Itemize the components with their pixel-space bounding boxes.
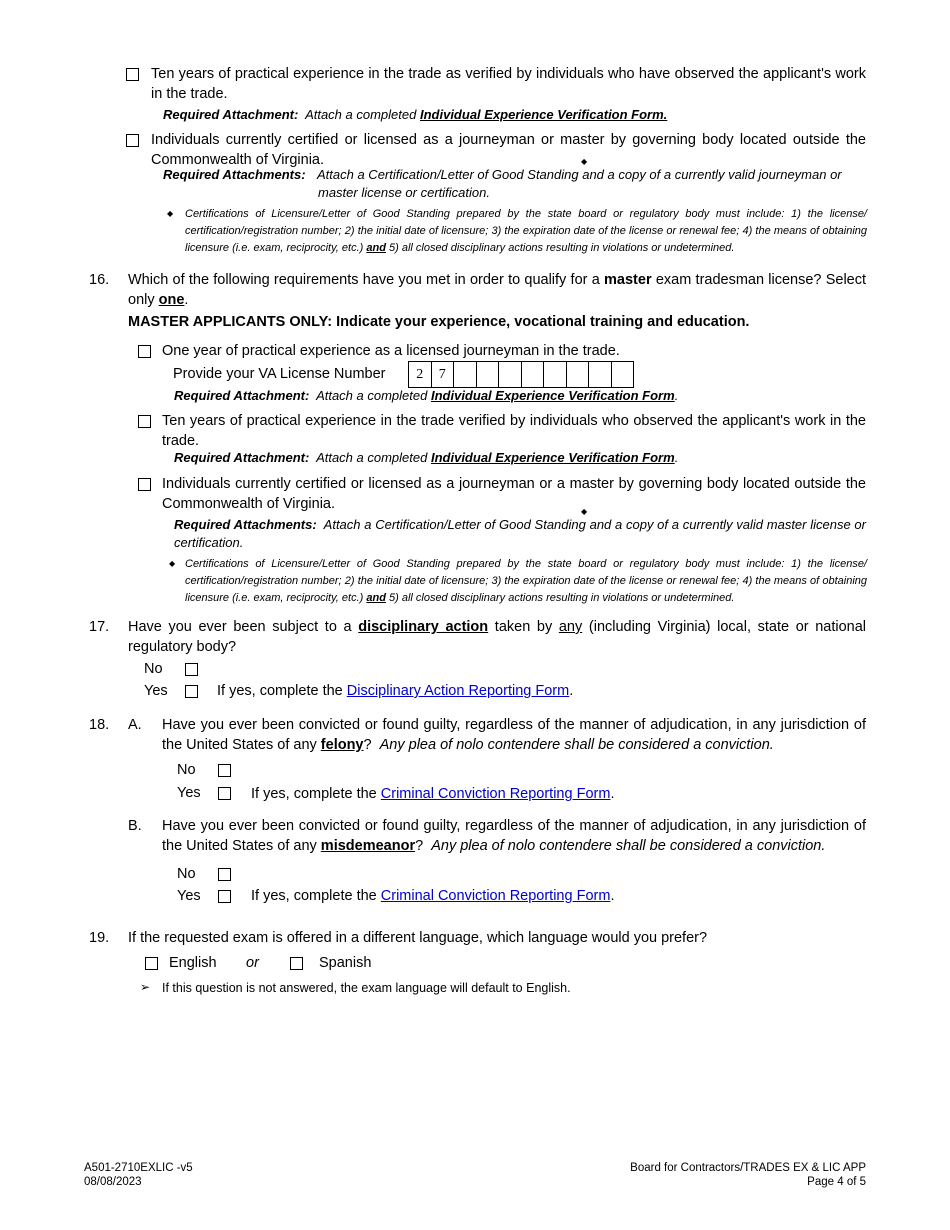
q16-text-part: Which of the following requirements have you met in order to qualify for a: [128, 272, 600, 288]
if-yes-text: If yes, complete the: [217, 683, 343, 699]
q18b-if-yes: If yes, complete the Criminal Conviction Reporting Form.: [251, 888, 615, 904]
q16-one: one: [158, 292, 185, 308]
cert-note-text: Certifications of Licensure/Letter of Good Standing prepared by the state board or regulatory body must include: 1) the license/ certification/registration number; 2) the initial date of licensure; 3) the expiration date of the license or renewal fee; 4) the means of obtaining licensure (i.e. exam, reciprocity, etc.): [185, 208, 867, 254]
required-attachment-ten-years-master: Required Attachment: Attach a completed Individual Experience Verification Form.: [174, 450, 679, 465]
q18a-no-checkbox[interactable]: [218, 764, 231, 777]
q18a-no-label: No: [177, 762, 196, 778]
q18b-no-checkbox[interactable]: [218, 868, 231, 881]
q17-text-part: taken by: [494, 619, 553, 635]
checkbox-out-of-state-master[interactable]: [138, 478, 151, 491]
cert-note-text: Certifications of Licensure/Letter of Good Standing prepared by the state board or regulatory body must include: 1) the license/ certification/registration number; 2) the initial date of licensure; 3) the expiration date of the license or renewal fee; 4) the means of obtaining licensure (i.e. exam, reciprocity, etc.): [185, 558, 867, 604]
license-digit[interactable]: 2: [409, 362, 432, 388]
diamond-bullet-icon: ◆: [581, 157, 588, 166]
option-out-of-state-journeyman: Individuals currently certified or licensed as a journeyman or master by governing body located outside the Commonwealth of Virginia.: [151, 132, 866, 168]
q18a-nolo: Any plea of nolo contendere shall be considered a conviction.: [379, 737, 774, 753]
cert-note-text: 5) all closed disciplinary actions resulting in violations or undetermined.: [388, 592, 735, 604]
q18b-misdemeanor: misdemeanor: [320, 838, 416, 854]
req-label: Required Attachment:: [174, 450, 310, 465]
diamond-bullet-icon: ◆: [581, 507, 588, 516]
board-name: Board for Contractors/TRADES EX & LIC APP: [630, 1162, 866, 1174]
q16-text-part: exam tradesman license? Select only: [128, 272, 867, 308]
master-applicants-heading: MASTER APPLICANTS ONLY: Indicate your experience, vocational training and education.: [128, 314, 750, 330]
footer-left: [84, 1161, 193, 1189]
q17-text-part: (including Virginia) local, state or national regulatory body?: [128, 619, 867, 655]
q18a-text: Have you ever been convicted or found guilty, regardless of the manner of adjudication, in any jurisdiction of the United States of any felony? Any plea of nolo contendere shall be considered a conviction.: [162, 717, 866, 753]
footer-right: [630, 1161, 866, 1189]
iev-form-ref: Individual Experience Verification Form: [430, 450, 675, 465]
q17-text-part: Have you ever been subject to a: [128, 619, 352, 635]
q18b-yes-label: Yes: [177, 888, 201, 904]
q16-number: 16.: [89, 272, 110, 288]
option-ten-years-master: Ten years of practical experience in the trade verified by individuals who observed the applicant's work in the trade.: [162, 413, 866, 449]
req-label: Required Attachments:: [174, 517, 317, 532]
q19-text: If the requested exam is offered in a different language, which language would you prefer?: [128, 930, 708, 946]
q17-disciplinary-action: disciplinary action: [358, 619, 489, 635]
criminal-conviction-form-link[interactable]: Criminal Conviction Reporting Form: [380, 786, 611, 802]
disciplinary-action-form-link[interactable]: Disciplinary Action Reporting Form: [346, 683, 570, 699]
option-out-of-state-master: Individuals currently certified or licensed as a journeyman or a master by governing body located outside the Commonwealth of Virginia.: [162, 476, 866, 512]
q18b-text: Have you ever been convicted or found guilty, regardless of the manner of adjudication, in any jurisdiction of the United States of any misdemeanor? Any plea of nolo contendere shall be considered a conviction.: [162, 818, 866, 854]
required-attachment-one-year: Required Attachment: Attach a completed Individual Experience Verification Form.: [174, 388, 679, 403]
license-digit[interactable]: [611, 362, 634, 388]
q18a-yes-label: Yes: [177, 785, 201, 801]
cert-note-master: [185, 556, 867, 607]
req-label: Required Attachments:: [163, 167, 306, 182]
license-digit[interactable]: [589, 362, 612, 388]
diamond-bullet-icon: ◆: [169, 559, 176, 568]
checkbox-ten-years-master[interactable]: [138, 415, 151, 428]
if-yes-text: If yes, complete the: [251, 786, 377, 802]
q16-text: Which of the following requirements have you met in order to qualify for a master exam tradesman license? Select only one.: [128, 272, 867, 308]
q17-text: [128, 617, 866, 657]
page-number: Page 4 of 5: [807, 1176, 866, 1188]
req-text: Attach a completed: [316, 388, 428, 403]
form-id: A501-2710EXLIC -v5: [84, 1162, 193, 1174]
va-license-number-field[interactable]: [408, 361, 634, 388]
req-text-line2: master license or certification.: [318, 185, 490, 200]
q18a-letter: A.: [128, 717, 142, 733]
q18a-felony: felony: [320, 737, 364, 753]
cert-note-journeyman: [185, 206, 867, 257]
checkbox-out-of-state-journeyman[interactable]: [126, 134, 139, 147]
req-text: Attach a Certification/Letter of Good Standing and a copy of a currently valid master license or certification.: [174, 517, 866, 550]
if-yes-text: If yes, complete the: [251, 888, 377, 904]
q18b-text-part: Have you ever been convicted or found guilty, regardless of the manner of adjudication, in any jurisdiction of the United States of any: [162, 818, 866, 854]
license-digit[interactable]: [476, 362, 499, 388]
license-digit[interactable]: [454, 362, 477, 388]
q18b-yes-checkbox[interactable]: [218, 890, 231, 903]
q18-number: 18.: [89, 717, 110, 733]
q19-default-note: If this question is not answered, the exam language will default to English.: [162, 981, 571, 995]
va-license-label: Provide your VA License Number: [173, 366, 386, 382]
q17-if-yes: If yes, complete the Disciplinary Action Reporting Form.: [217, 683, 574, 699]
q17-number: 17.: [89, 619, 110, 635]
license-digit[interactable]: [499, 362, 522, 388]
q18a-yes-checkbox[interactable]: [218, 787, 231, 800]
spanish-label: Spanish: [319, 955, 372, 971]
q17-yes-checkbox[interactable]: [185, 685, 198, 698]
license-digit[interactable]: [544, 362, 567, 388]
diamond-bullet-icon: ◆: [167, 209, 174, 218]
q18b-letter: B.: [128, 818, 142, 834]
req-text: Attach a completed: [305, 107, 417, 122]
form-date: 08/08/2023: [84, 1176, 142, 1188]
req-text: Attach a completed: [316, 450, 428, 465]
req-text-line1: Attach a Certification/Letter of Good Standing and a copy of a currently valid journeyman or: [317, 167, 842, 182]
q18b-no-label: No: [177, 866, 196, 882]
q17-no-label: No: [144, 661, 163, 677]
q17-no-checkbox[interactable]: [185, 663, 198, 676]
arrow-bullet-icon: ➢: [140, 980, 151, 994]
criminal-conviction-form-link[interactable]: Criminal Conviction Reporting Form: [380, 888, 611, 904]
iev-form-ref: Individual Experience Verification Form: [430, 388, 675, 403]
required-attachments-out-of-state-master: [174, 516, 866, 552]
req-label: Required Attachment:: [163, 107, 299, 122]
q18b-nolo: Any plea of nolo contendere shall be considered a conviction.: [431, 838, 826, 854]
option-ten-years-journeyman: Ten years of practical experience in the trade as verified by individuals who have observed the applicant's work in the trade.: [151, 66, 866, 102]
checkbox-ten-years-journeyman[interactable]: [126, 68, 139, 81]
english-label: English: [169, 955, 217, 971]
q18a-if-yes: If yes, complete the Criminal Conviction Reporting Form.: [251, 786, 615, 802]
checkbox-one-year-journeyman[interactable]: [138, 345, 151, 358]
option-one-year-journeyman: One year of practical experience as a licensed journeyman in the trade.: [162, 343, 620, 359]
or-label: or: [246, 955, 259, 971]
req-label: Required Attachment:: [174, 388, 310, 403]
cert-note-and: and: [366, 592, 386, 604]
required-attachment-ten-years: [163, 106, 667, 124]
required-attachments-out-of-state: [163, 166, 866, 202]
license-digit[interactable]: [566, 362, 589, 388]
iev-form-ref: Individual Experience Verification Form.: [419, 107, 668, 122]
q19-number: 19.: [89, 930, 110, 946]
spanish-checkbox[interactable]: [290, 957, 303, 970]
q17-any: any: [558, 619, 583, 635]
license-digit[interactable]: 7: [431, 362, 454, 388]
cert-note-text: 5) all closed disciplinary actions resulting in violations or undetermined.: [388, 242, 735, 254]
q18a-text-part: Have you ever been convicted or found guilty, regardless of the manner of adjudication, in any jurisdiction of the United States of any: [162, 717, 866, 753]
cert-note-and: and: [366, 242, 386, 254]
english-checkbox[interactable]: [145, 957, 158, 970]
q16-master: master: [604, 272, 652, 288]
license-digit[interactable]: [521, 362, 544, 388]
q17-yes-label: Yes: [144, 683, 168, 699]
